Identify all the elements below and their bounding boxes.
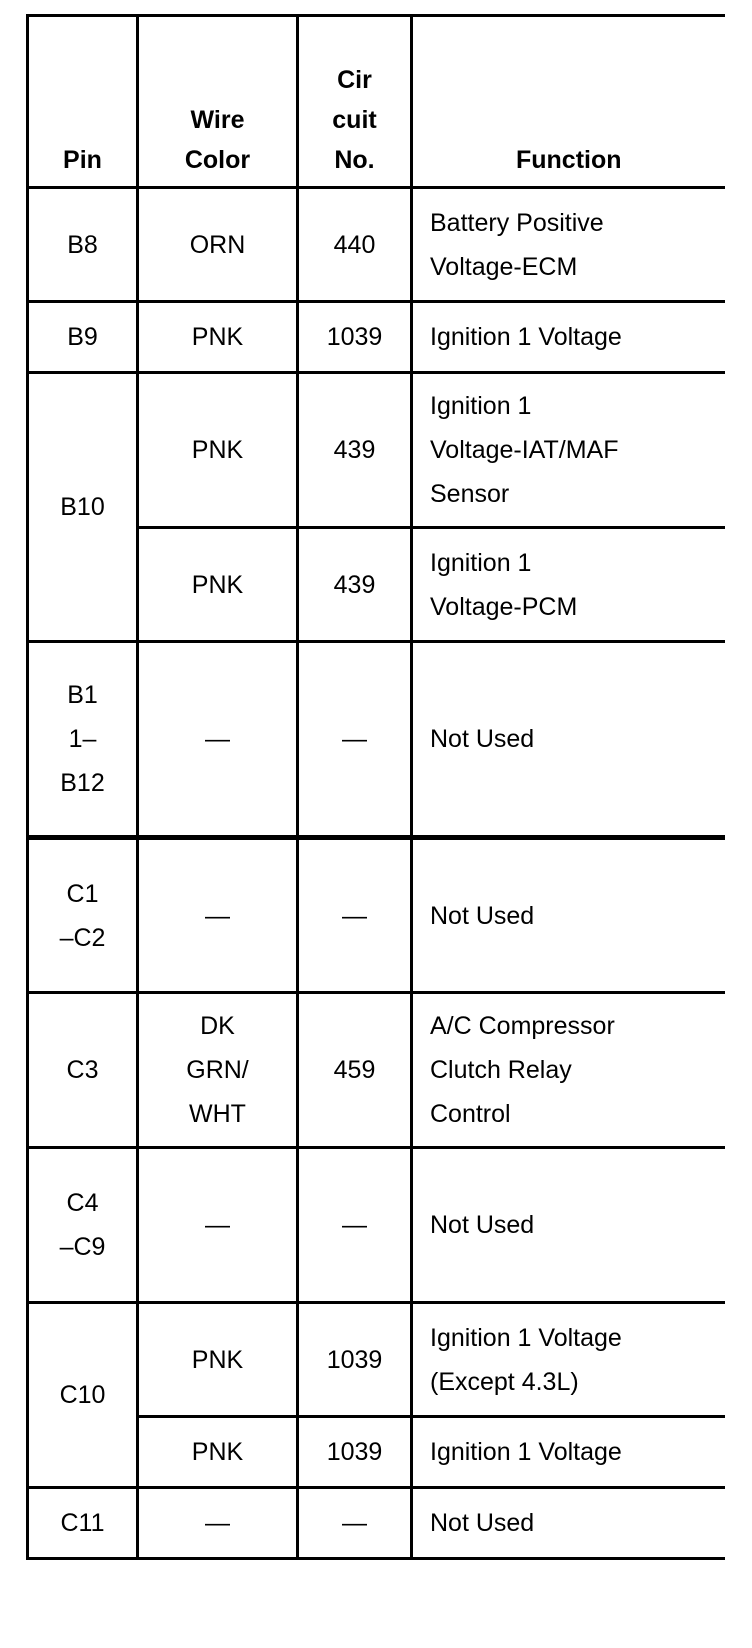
circuit-cell: — [298,838,412,993]
circuit-cell: 439 [298,528,412,642]
pin-cell: C11 [28,1488,138,1559]
function-cell: Not Used [412,838,725,993]
circuit-cell: 1039 [298,1303,412,1417]
function-cell: A/C Compressor Clutch Relay Control [412,993,725,1148]
wire-color-cell: PNK [138,302,298,373]
wire-color-cell: DK GRN/ WHT [138,993,298,1148]
wire-color-cell: — [138,838,298,993]
pin-cell: C3 [28,993,138,1148]
wire-color-cell: — [138,1488,298,1559]
circuit-cell: 459 [298,993,412,1148]
pinout-table [26,14,725,1560]
table-row [28,642,725,838]
function-cell: Not Used [412,642,725,838]
function-cell: Not Used [412,1488,725,1559]
wire-color-cell: — [138,642,298,838]
function-cell: Ignition 1 Voltage-PCM [412,528,725,642]
table-row [28,1148,725,1303]
wire-color-cell: PNK [138,1303,298,1417]
wire-color-cell: PNK [138,373,298,528]
table-row [28,838,725,993]
table-row [28,302,725,373]
circuit-cell: 1039 [298,1417,412,1488]
circuit-cell: — [298,1148,412,1303]
table-row [28,1303,725,1417]
header-wire-color: Wire Color [138,16,298,188]
header-function: Function [412,16,725,188]
function-cell: Not Used [412,1148,725,1303]
circuit-cell: — [298,642,412,838]
pin-cell: C4 –C9 [28,1148,138,1303]
pin-cell: C10 [28,1303,138,1488]
function-cell: Ignition 1 Voltage [412,1417,725,1488]
circuit-cell: 440 [298,188,412,302]
header-circuit-no: Cir cuit No. [298,16,412,188]
header-pin: Pin [28,16,138,188]
pin-cell: C1 –C2 [28,838,138,993]
pin-cell: B8 [28,188,138,302]
function-cell: Battery Positive Voltage-ECM [412,188,725,302]
pin-cell: B9 [28,302,138,373]
wire-color-cell: PNK [138,1417,298,1488]
circuit-cell: — [298,1488,412,1559]
function-cell: Ignition 1 Voltage [412,302,725,373]
pin-cell: B1 1– B12 [28,642,138,838]
table-row [28,373,725,528]
table-row [28,993,725,1148]
wire-color-cell: PNK [138,528,298,642]
wire-color-cell: — [138,1148,298,1303]
table-row [28,1488,725,1559]
table-row [28,188,725,302]
function-cell: Ignition 1 Voltage-IAT/MAF Sensor [412,373,725,528]
pin-cell: B10 [28,373,138,642]
header-row [28,16,725,188]
circuit-cell: 1039 [298,302,412,373]
circuit-cell: 439 [298,373,412,528]
wire-color-cell: ORN [138,188,298,302]
function-cell: Ignition 1 Voltage (Except 4.3L) [412,1303,725,1417]
